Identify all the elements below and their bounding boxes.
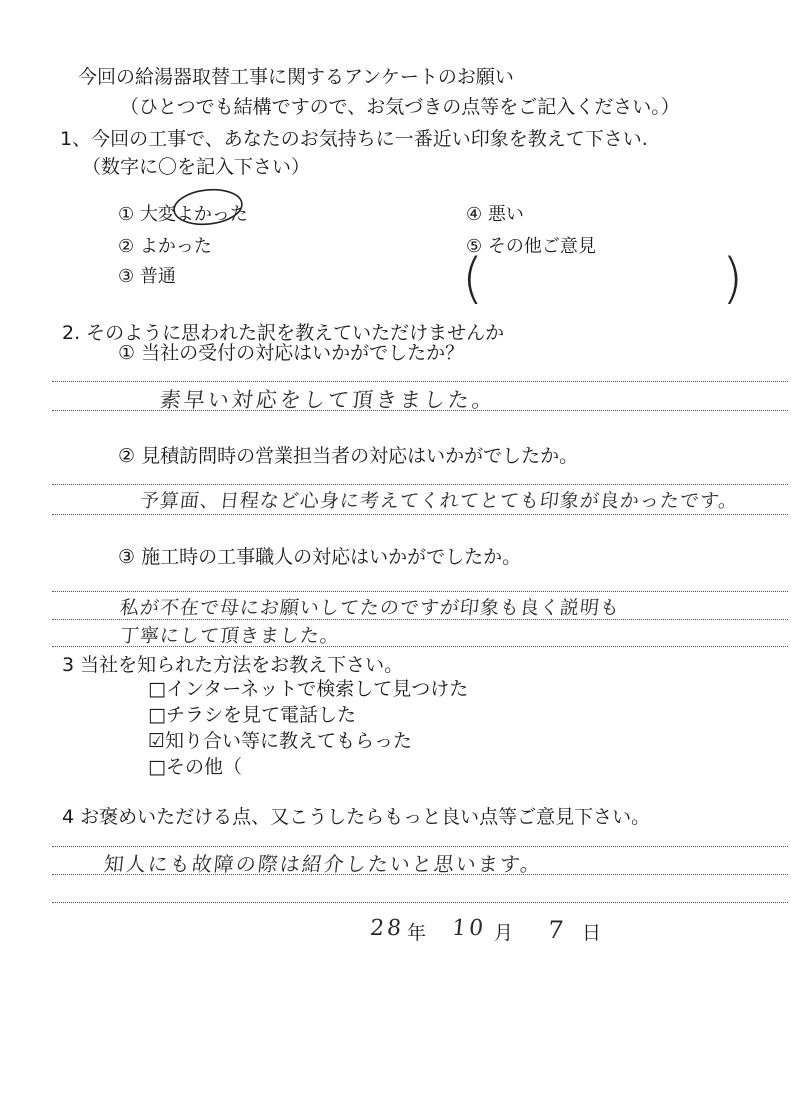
- q2-sub1-answer[interactable]: 素早い対応をして頂きました。: [158, 388, 498, 412]
- q4-answer[interactable]: 知人にも故障の際は紹介したいと思います。: [102, 852, 544, 876]
- q4-line-top: [52, 846, 788, 847]
- q1-option-4[interactable]: ④ 悪い: [466, 204, 524, 225]
- date-year-unit: 年: [407, 922, 427, 944]
- form-title: 今回の給湯器取替工事に関するアンケートのお願い: [78, 66, 514, 88]
- q2-sub3-answer-line1[interactable]: 私が不在で母にお願いしてたのですが印象も良く説明も: [118, 597, 622, 619]
- q1-option-3[interactable]: ③ 普通: [118, 266, 176, 287]
- q1-question: 1、今回の工事で、あなたのお気持ちに一番近い印象を教えて下さい.: [60, 128, 648, 150]
- q3-question: 3 当社を知られた方法をお教え下さい。: [62, 654, 404, 676]
- date-year[interactable]: 28: [368, 916, 406, 941]
- date-day-unit: 日: [582, 922, 602, 944]
- q2-sub2-answer[interactable]: 予算面、日程など心身に考えてくれてとても印象が良かったです。: [138, 490, 740, 512]
- q1-option-2[interactable]: ② よかった: [118, 236, 212, 257]
- q2-sub1-line-top: [52, 381, 788, 382]
- q1-option-5[interactable]: ⑤ その他ご意見: [466, 236, 596, 257]
- q3-option-acquaintance[interactable]: ☑知り合い等に教えてもらった: [148, 730, 413, 752]
- q2-sub2-label: ② 見積訪問時の営業担当者の対応はいかがでしたか。: [118, 445, 579, 467]
- q2-sub1-label: ① 当社の受付の対応はいかがでしたか？: [118, 342, 465, 364]
- q2-sub3-line-top: [52, 591, 788, 592]
- q2-sub3-answer-line2[interactable]: 丁寧にして頂きました。: [118, 625, 342, 647]
- q2-sub3-line-middle: [52, 619, 788, 620]
- q3-option-flyer[interactable]: □チラシを見て電話した: [148, 704, 356, 726]
- q1-option-1[interactable]: ① 大変よかった: [118, 204, 248, 225]
- q2-sub3-label: ③ 施工時の工事職人の対応はいかがでしたか。: [118, 546, 522, 568]
- q2-sub1-line-bottom: [52, 410, 788, 411]
- q2-question: 2. そのように思われた訳を教えていただけませんか: [62, 322, 505, 344]
- q4-line-middle: [52, 874, 788, 875]
- q1-other-open-paren: (: [462, 247, 484, 310]
- q2-sub2-line-top: [52, 484, 788, 485]
- q4-line-bottom: [52, 902, 788, 903]
- q3-option-other[interactable]: □その他（: [148, 756, 242, 778]
- q3-option-internet[interactable]: □インターネットで検索して見つけた: [148, 678, 469, 700]
- q4-question: 4 お褒めいただける点、又こうしたらもっと良い点等ご意見下さい。: [62, 806, 651, 828]
- date-day[interactable]: 7: [546, 916, 568, 944]
- q2-sub3-line-bottom: [52, 646, 788, 647]
- date-month[interactable]: 10: [450, 916, 488, 941]
- form-subtitle: （ひとつでも結構ですので、お気づきの点等をご記入ください。）: [120, 96, 680, 118]
- q1-instruction: （数字に〇を記入下さい）: [82, 156, 311, 178]
- q1-other-close-paren: ): [722, 247, 744, 310]
- q2-sub2-line-bottom: [52, 514, 788, 515]
- date-month-unit: 月: [494, 922, 514, 944]
